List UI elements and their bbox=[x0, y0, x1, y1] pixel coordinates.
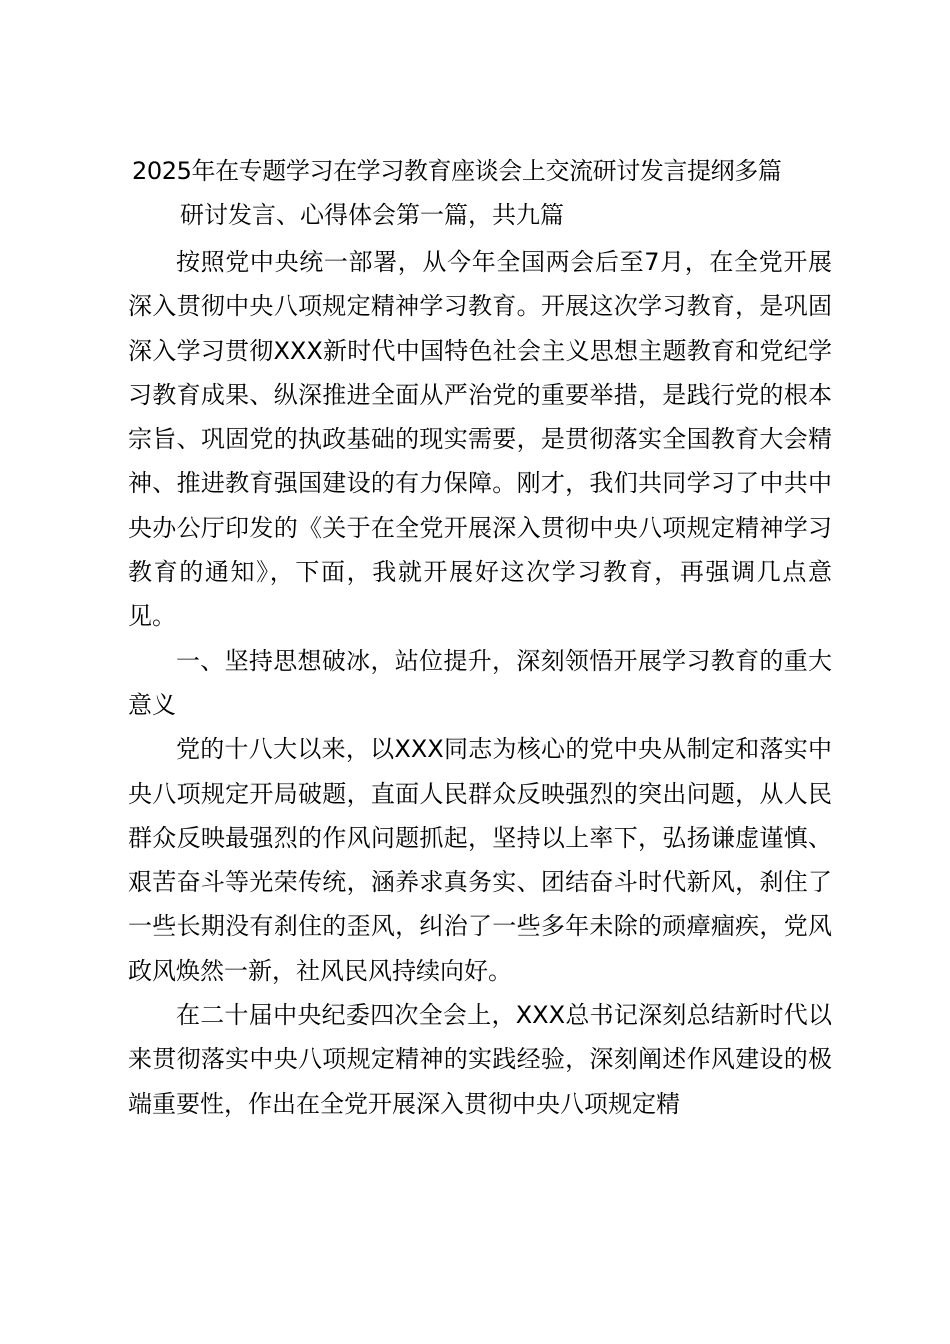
document-subtitle: 研讨发言、心得体会第一篇，共九篇 bbox=[180, 201, 564, 229]
document-body bbox=[128, 152, 832, 1126]
document-title: 2025年在专题学习在学习教育座谈会上交流研讨发言提纲多篇 bbox=[132, 157, 782, 185]
paragraph-intro: 按照党中央统一部署，从今年全国两会后至7月，在全党开展深入贯彻中央八项规定精神学习教育。开展这次学习教育，是巩固深入学习贯彻XXX新时代中国特色社会主义思想主题教育和党纪学习教育成果、纵深推进全面从严治党的重要举措，是践行党的根本宗旨、巩固党的执政基础的现实需要，是贯彻落实全国教育大会精神、推进教育强国建设的有力保障。刚才，我们共同学习了中共中央办公厅印发的《关于在全党开展深入贯彻中央八项规定精神学习教育的通知》，下面，我就开展好这次学习教育，再强调几点意见。 bbox=[128, 248, 832, 631]
paragraph-plenary-session: 在二十届中央纪委四次全会上，XXX总书记深刻总结新时代以来贯彻落实中央八项规定精神的实践经验，深刻阐述作风建设的极端重要性，作出在全党开展深入贯彻中央八项规定精 bbox=[128, 1001, 832, 1118]
paragraph-since-18th-congress: 党的十八大以来，以XXX同志为核心的党中央从制定和落实中央八项规定开局破题，直面人民群众反映强烈的突出问题，从人民群众反映最强烈的作风问题抓起，坚持以上率下，弘扬谦虚谨慎、艰苦奋斗等光荣传统，涵养求真务实、团结奋斗时代新风，刹住了一些长期没有刹住的歪风，纠治了一些多年未除的顽瘴痼疾，党风政风焕然一新，社风民风持续向好。 bbox=[128, 735, 832, 985]
section-heading-1: 一、坚持思想破冰，站位提升，深刻领悟开展学习教育的重大意义 bbox=[128, 646, 832, 719]
